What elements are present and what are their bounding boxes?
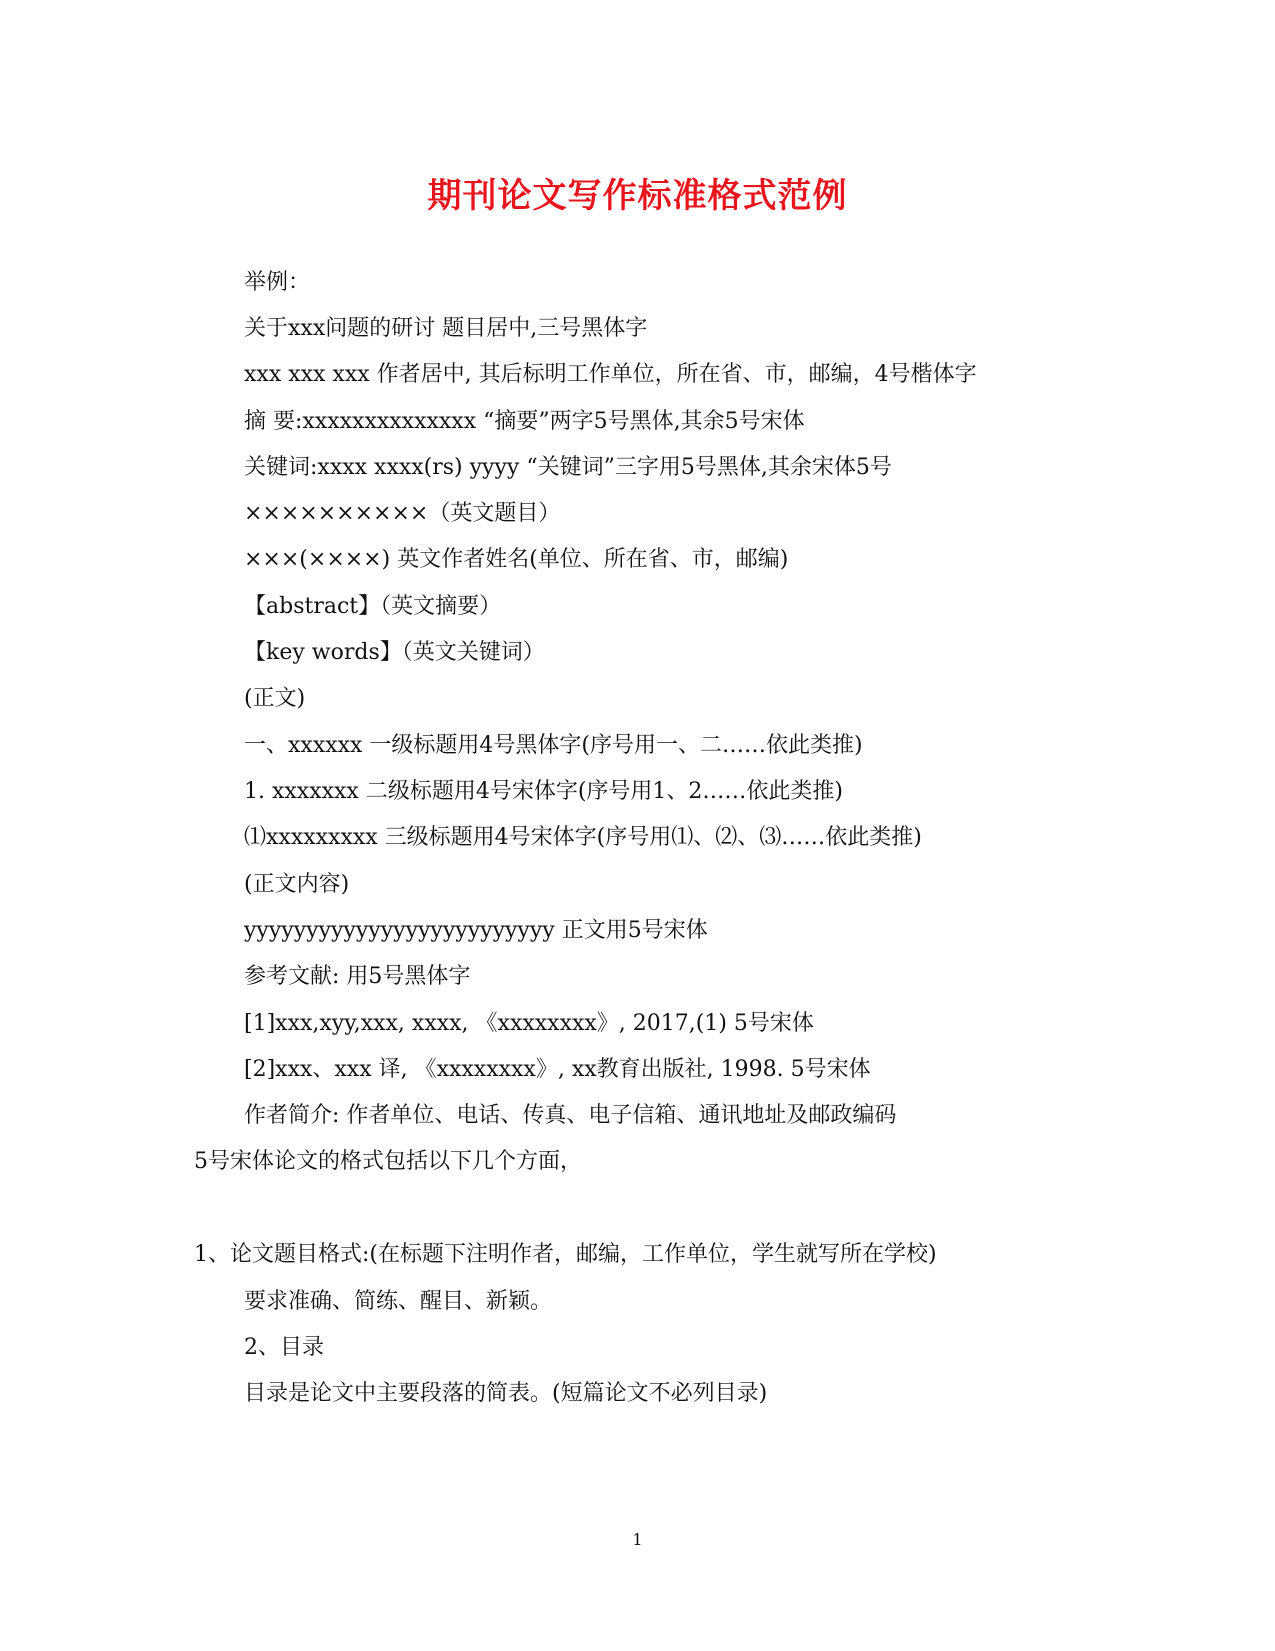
section-2-heading: 2、目录: [244, 1335, 324, 1360]
body-content-label: (正文内容): [244, 872, 350, 897]
body-label: (正文): [244, 686, 306, 711]
level-three-heading-line: ⑴xxxxxxxxx 三级标题用4号宋体字(序号用⑴、⑵、⑶……依此类推): [244, 825, 922, 850]
reference-item-1: [1]xxx,xyy,xxx, xxxx, 《xxxxxxxx》, 2017,(1) 5号宋体: [244, 1011, 814, 1036]
references-heading: 参考文献: 用5号黑体字: [244, 964, 471, 989]
level-two-heading-line: 1. xxxxxxx 二级标题用4号宋体字(序号用1、2……依此类推): [244, 779, 843, 804]
example-abstract-line: 摘 要:xxxxxxxxxxxxxx “摘要”两字5号黑体,其余5号宋体: [244, 409, 805, 434]
page-number: 1: [632, 1530, 643, 1549]
example-author-line: xxx xxx xxx 作者居中, 其后标明工作单位，所在省、市，邮编，4号楷体字: [244, 362, 977, 387]
format-intro-line: 5号宋体论文的格式包括以下几个方面，: [194, 1149, 582, 1174]
english-author-line: ×××(××××) 英文作者姓名(单位、所在省、市，邮编): [244, 547, 789, 572]
level-one-heading-line: 一、xxxxxx 一级标题用4号黑体字(序号用一、二……依此类推): [244, 733, 863, 758]
section-2-body: 目录是论文中主要段落的简表。(短篇论文不必列目录): [244, 1381, 768, 1406]
example-label: 举例：: [244, 270, 311, 295]
document-title: 期刊论文写作标准格式范例: [427, 176, 848, 216]
english-title-line: ××××××××××（英文题目）: [244, 501, 561, 526]
section-1-heading: 1、论文题目格式:(在标题下注明作者，邮编，工作单位，学生就写所在学校): [194, 1242, 937, 1267]
english-keywords-line: 【key words】（英文关键词）: [244, 640, 545, 665]
english-abstract-line: 【abstract】（英文摘要）: [244, 594, 502, 619]
author-bio-line: 作者简介: 作者单位、电话、传真、电子信箱、通讯地址及邮政编码: [244, 1103, 897, 1128]
reference-item-2: [2]xxx、xxx 译, 《xxxxxxxx》, xx教育出版社, 1998. 5号宋体: [244, 1057, 871, 1082]
body-text-line: yyyyyyyyyyyyyyyyyyyyyyyyy 正文用5号宋体: [244, 918, 708, 943]
section-1-body: 要求准确、简练、醒目、新颖。: [244, 1289, 553, 1314]
example-title-line: 关于xxx问题的研讨 题目居中,三号黑体字: [244, 316, 648, 341]
example-keywords-line: 关键词:xxxx xxxx(rs) yyyy “关键词”三字用5号黑体,其余宋体5号: [244, 455, 892, 480]
